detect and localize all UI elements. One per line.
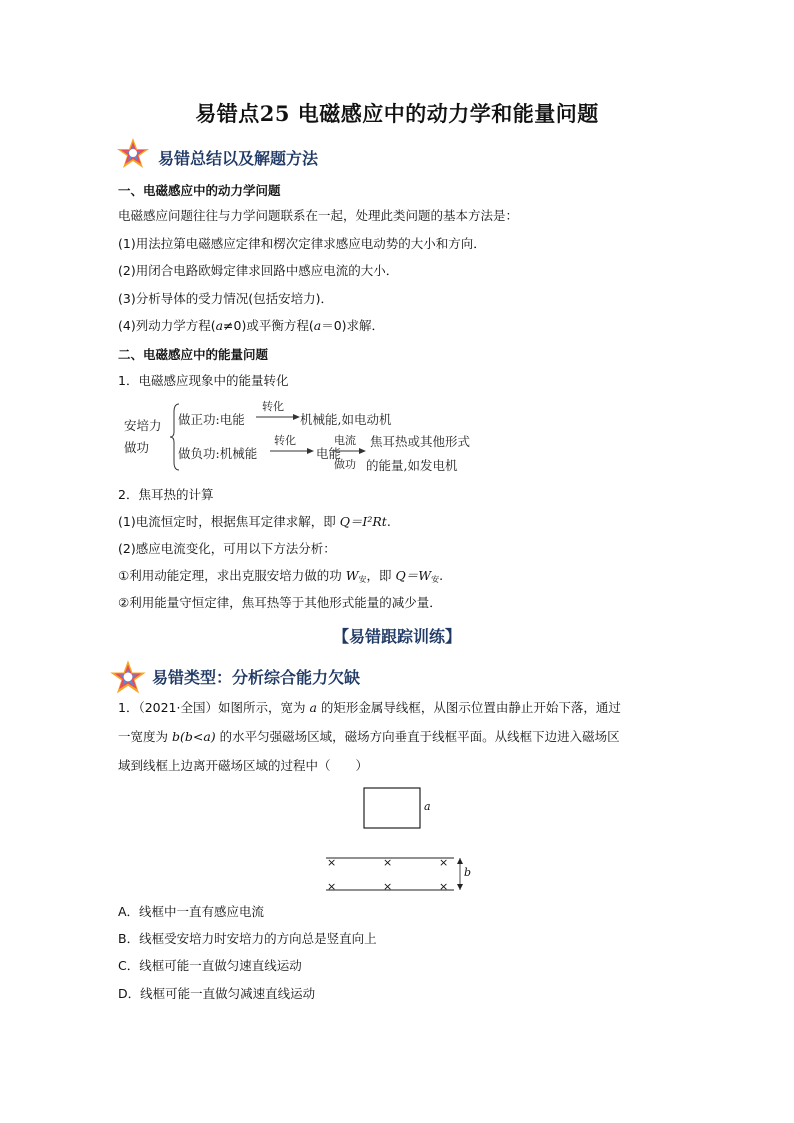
energy-conversion-title: 1．电磁感应现象中的能量转化 [118, 373, 289, 388]
page-title: 易错点25 电磁感应中的动力学和能量问题 [195, 101, 599, 126]
joule-method-1: (1)电流恒定时，根据焦耳定律求解，即 Q＝I²Rt. [118, 514, 391, 529]
option-c[interactable]: C．线框可能一直做匀速直线运动 [118, 958, 302, 973]
subheading-dynamics: 一、电磁感应中的动力学问题 [118, 183, 281, 198]
magnetic-cross-icon: × [327, 856, 337, 869]
section-heading: 易错类型：分析综合能力欠缺 [152, 668, 361, 687]
label-a: a [424, 800, 431, 813]
arrow3-label-bottom: 做功 [334, 458, 356, 471]
arrow1-label: 转化 [262, 400, 284, 413]
mechanical-energy: 机械能,如电动机 [300, 412, 392, 427]
result-line1: 焦耳热或其他形式 [370, 434, 471, 449]
joule-heat-title: 2．焦耳热的计算 [118, 487, 214, 502]
question-figure [320, 780, 480, 900]
method-kinetic-energy: ①利用动能定理，求出克服安培力做的功 $W_安$，即 $Q=W_安$. [118, 568, 444, 584]
diagram-left-line2: 做功 [124, 440, 150, 455]
subheading-energy: 二、电磁感应中的能量问题 [118, 347, 269, 362]
label-b: b [464, 866, 472, 879]
option-d[interactable]: D．线框可能一直做匀减速直线运动 [118, 986, 316, 1001]
intro-text: 电磁感应问题往往与力学问题联系在一起，处理此类问题的基本方法是： [118, 208, 519, 223]
diagram-left-line1: 安培力 [124, 418, 162, 433]
star-icon [115, 136, 151, 172]
option-b[interactable]: B．线框受安培力时安培力的方向总是竖直向上 [118, 931, 377, 946]
magnetic-cross-icon: × [439, 880, 449, 893]
step-1: (1)用法拉第电磁感应定律和楞次定律求感应电动势的大小和方向． [118, 236, 486, 251]
method-energy-conservation: ②利用能量守恒定律，焦耳热等于其他形式能量的减少量． [118, 595, 442, 610]
step-3: (3)分析导体的受力情况(包括安培力)． [118, 291, 333, 306]
question-line-1: 1．（2021·全国）如图所示，宽为 a 的矩形金属导线框，从图示位置由静止开始下落，通过 [118, 700, 621, 715]
electric-energy: 电能 [316, 446, 342, 461]
question-line-2: 一宽度为 b(b<a) 的水平匀强磁场区域，磁场方向垂直于线框平面。从线框下边进入磁场区 [118, 729, 620, 744]
step-4: (4)列动力学方程(a≠0)或平衡方程(a＝0)求解． [118, 318, 385, 333]
arrow3-label-top: 电流 [334, 434, 356, 447]
option-a[interactable]: A．线框中一直有感应电流 [118, 904, 265, 919]
arrow-right-icon [256, 412, 300, 422]
step-2: (2)用闭合电路欧姆定律求回路中感应电流的大小． [118, 263, 399, 278]
positive-work: 做正功:电能 [178, 412, 245, 427]
energy-diagram [118, 398, 498, 476]
star-icon [108, 658, 148, 698]
negative-work: 做负功:机械能 [178, 446, 258, 461]
training-heading: 【易错跟踪训练】 [332, 627, 461, 646]
question-line-3: 域到线框上边离开磁场区域的过程中（ ） [118, 758, 369, 773]
magnetic-cross-icon: × [327, 880, 337, 893]
arrow-right-icon [270, 446, 314, 456]
arrow2-label: 转化 [274, 434, 296, 447]
joule-method-2: (2)感应电流变化，可用以下方法分析： [118, 541, 336, 556]
result-line2: 的能量,如发电机 [366, 458, 458, 473]
magnetic-cross-icon: × [383, 856, 393, 869]
figure-drawing [320, 780, 480, 900]
magnetic-cross-icon: × [383, 880, 393, 893]
arrow-right-icon [332, 446, 366, 456]
magnetic-cross-icon: × [439, 856, 449, 869]
section-heading: 易错总结以及解题方法 [158, 149, 319, 168]
